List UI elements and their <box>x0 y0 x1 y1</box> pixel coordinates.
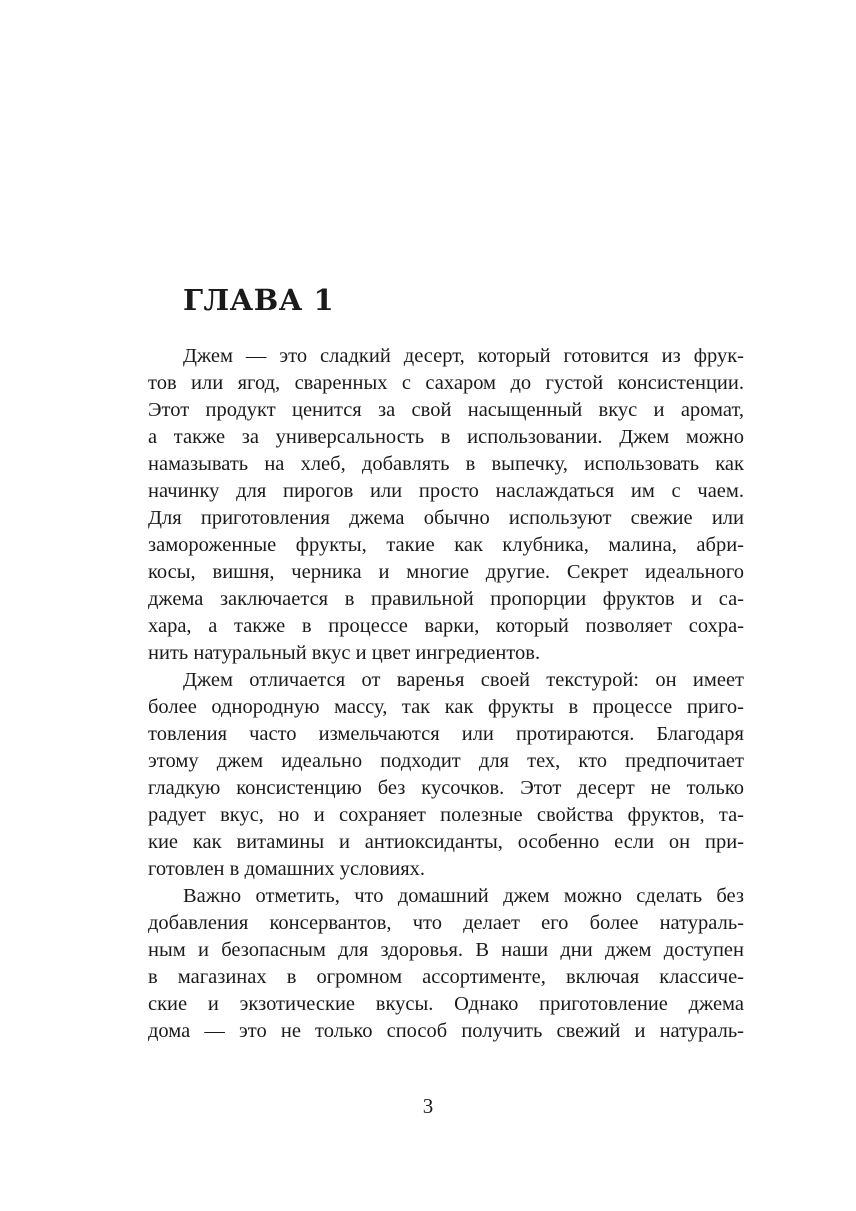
text-line: добавления консервантов, что делает его более натураль- <box>148 912 744 934</box>
text-line: хара, а также в процессе варки, который позволяет сохра- <box>148 615 744 637</box>
text-line: нить натуральный вкус и цвет ингредиентов. <box>148 642 541 664</box>
text-line: более однородную массу, так как фрукты в процессе приго- <box>148 696 744 718</box>
text-line: намазывать на хлеб, добавлять в выпечку, использовать как <box>148 453 744 475</box>
text-line: Джем — это сладкий десерт, который готовится из фрук- <box>183 345 744 367</box>
text-line: Джем отличается от варенья своей текстурой: он имеет <box>183 669 744 691</box>
text-line: джема заключается в правильной пропорции фруктов и са- <box>148 588 744 610</box>
text-line: гладкую консистенцию без кусочков. Этот десерт не только <box>148 777 744 799</box>
text-line: кие как витамины и антиоксиданты, особенно если он при- <box>148 831 744 853</box>
text-line: товления часто измельчаются или протираются. Благодаря <box>148 723 744 745</box>
chapter-title: ГЛАВА 1 <box>183 283 335 317</box>
text-line: начинку для пирогов или просто наслаждаться им с чаем. <box>148 480 744 502</box>
text-line: Для приготовления джема обычно используют свежие или <box>148 507 744 529</box>
text-line: замороженные фрукты, такие как клубника, малина, абри- <box>148 534 744 556</box>
text-line: ным и безопасным для здоровья. В наши дни джем доступен <box>148 939 744 961</box>
text-line: а также за универсальность в использовании. Джем можно <box>148 426 744 448</box>
text-line: тов или ягод, сваренных с сахаром до густой консистенции. <box>148 372 744 394</box>
text-line: радует вкус, но и сохраняет полезные свойства фруктов, та- <box>148 804 744 826</box>
text-line: дома — это не только способ получить свежий и натураль- <box>148 1020 744 1042</box>
text-line: этому джем идеально подходит для тех, кто предпочитает <box>148 750 744 772</box>
text-line: Этот продукт ценится за свой насыщенный вкус и аромат, <box>148 399 744 421</box>
text-line: косы, вишня, черника и многие другие. Секрет идеального <box>148 561 744 583</box>
page-number: 3 <box>422 1094 434 1118</box>
text-line: готовлен в домашних условиях. <box>148 858 426 880</box>
body-text <box>148 343 744 1045</box>
text-line: Важно отметить, что домашний джем можно сделать без <box>183 885 744 907</box>
text-line: в магазинах в огромном ассортименте, включая классиче- <box>148 966 744 988</box>
text-line: ские и экзотические вкусы. Однако приготовление джема <box>148 993 744 1015</box>
